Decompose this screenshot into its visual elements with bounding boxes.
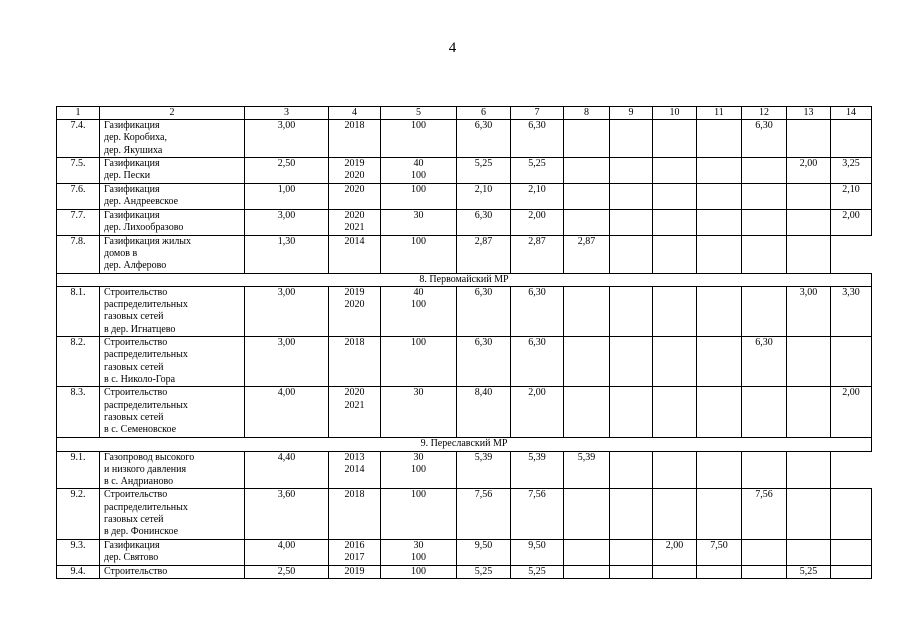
cell-line: 100 bbox=[411, 299, 426, 311]
table-row bbox=[57, 286, 872, 336]
table-cell bbox=[329, 337, 381, 387]
table-cell bbox=[742, 565, 787, 578]
table-cell: 6,30 bbox=[511, 120, 564, 158]
table-cell bbox=[653, 235, 697, 273]
cell-line: 100 bbox=[411, 551, 426, 563]
table-cell: 6,30 bbox=[457, 210, 511, 236]
cell-line: 40 bbox=[413, 158, 424, 169]
table-cell bbox=[787, 235, 831, 273]
table-cell: 5,25 bbox=[457, 565, 511, 578]
cell-line: Газопровод высокого bbox=[104, 451, 195, 463]
table-cell: 8.2. bbox=[57, 337, 100, 387]
table-cell bbox=[697, 158, 742, 184]
table-cell: 6,30 bbox=[742, 337, 787, 387]
cell-line: 2020 bbox=[344, 184, 365, 195]
table-cell bbox=[697, 120, 742, 158]
table-cell bbox=[653, 158, 697, 184]
table-cell bbox=[742, 158, 787, 184]
table-cell bbox=[697, 210, 742, 236]
table-cell: 3,00 bbox=[245, 286, 329, 336]
table-cell bbox=[610, 210, 653, 236]
cell-line: 30 bbox=[413, 210, 424, 221]
cell-line: Газификация bbox=[104, 158, 160, 169]
table-row bbox=[57, 158, 872, 184]
cell-line: дер. Лихообразово bbox=[104, 222, 184, 234]
table-cell bbox=[697, 451, 742, 489]
table-cell bbox=[742, 210, 787, 236]
table-cell: 9.3. bbox=[57, 539, 100, 565]
table-cell bbox=[329, 235, 381, 273]
table-cell bbox=[653, 565, 697, 578]
table-cell bbox=[653, 184, 697, 210]
cell-line: Строительство bbox=[104, 565, 168, 577]
table-cell: 3,00 bbox=[245, 337, 329, 387]
table-cell bbox=[787, 120, 831, 158]
table-cell bbox=[697, 286, 742, 336]
table-cell bbox=[381, 387, 457, 438]
table-cell bbox=[381, 539, 457, 565]
table-cell bbox=[329, 210, 381, 236]
table-cell: 2,00 bbox=[831, 387, 872, 438]
header-cell: 3 bbox=[245, 107, 329, 120]
table-cell bbox=[831, 120, 872, 158]
table-cell: 2,00 bbox=[511, 210, 564, 236]
cell-line: Газификация bbox=[104, 184, 160, 195]
table-cell bbox=[742, 235, 787, 273]
cell-line: 2019 bbox=[344, 158, 365, 169]
cell-line: 40 bbox=[413, 286, 424, 298]
table-row bbox=[57, 539, 872, 565]
cell-line: 2018 bbox=[344, 489, 365, 501]
table-cell bbox=[831, 565, 872, 578]
table-cell bbox=[697, 489, 742, 539]
header-cell: 2 bbox=[100, 107, 245, 120]
cell-line: 2014 bbox=[344, 463, 365, 475]
table-row bbox=[57, 337, 872, 387]
table-cell bbox=[742, 184, 787, 210]
table-cell bbox=[564, 539, 610, 565]
table-cell: 3,25 bbox=[831, 158, 872, 184]
cell-line: Газификация bbox=[104, 210, 160, 221]
table-cell bbox=[329, 451, 381, 489]
cell-line: в с. Андрианово bbox=[104, 476, 174, 488]
cell-line: распределительных bbox=[104, 399, 188, 411]
header-cell: 7 bbox=[511, 107, 564, 120]
table-cell bbox=[610, 489, 653, 539]
table-cell bbox=[100, 286, 245, 336]
table-cell bbox=[787, 210, 831, 236]
table-cell bbox=[100, 184, 245, 210]
table-cell bbox=[329, 539, 381, 565]
cell-line: газовых сетей bbox=[104, 411, 164, 423]
table-cell: 1,00 bbox=[245, 184, 329, 210]
table-cell: 4,00 bbox=[245, 387, 329, 438]
table-cell: 2,00 bbox=[787, 158, 831, 184]
table-cell bbox=[329, 120, 381, 158]
table-cell: 8.3. bbox=[57, 387, 100, 438]
cell-line: Строительство bbox=[104, 286, 168, 298]
table-cell bbox=[787, 184, 831, 210]
table-cell: 2,10 bbox=[457, 184, 511, 210]
cell-line: Строительство bbox=[104, 489, 168, 501]
table-cell: 6,30 bbox=[457, 286, 511, 336]
table-cell: 7,56 bbox=[457, 489, 511, 539]
section-title: 8. Первомайский МР bbox=[57, 273, 872, 286]
table-cell bbox=[564, 210, 610, 236]
cell-line: 2020 bbox=[344, 299, 365, 311]
table-cell bbox=[329, 489, 381, 539]
table-cell bbox=[653, 286, 697, 336]
table-cell bbox=[381, 286, 457, 336]
cell-line: 2017 bbox=[344, 551, 365, 563]
table-cell bbox=[100, 120, 245, 158]
table-cell bbox=[653, 451, 697, 489]
table-cell: 7,50 bbox=[697, 539, 742, 565]
table-cell bbox=[564, 286, 610, 336]
cell-line: 2016 bbox=[344, 539, 365, 551]
section-row bbox=[57, 438, 872, 451]
cell-line: 100 bbox=[411, 337, 426, 349]
table-cell bbox=[329, 387, 381, 438]
table-cell bbox=[742, 539, 787, 565]
cell-line: Газификация жилых bbox=[104, 235, 192, 247]
table-cell: 3,00 bbox=[245, 210, 329, 236]
table-cell bbox=[100, 539, 245, 565]
table-cell: 7.4. bbox=[57, 120, 100, 158]
table-cell bbox=[329, 184, 381, 210]
header-cell: 1 bbox=[57, 107, 100, 120]
table-row bbox=[57, 451, 872, 489]
section-title: 9. Переславский МР bbox=[57, 438, 872, 451]
table-cell bbox=[610, 565, 653, 578]
cell-line: Строительство bbox=[104, 337, 168, 349]
section-row bbox=[57, 273, 872, 286]
table-cell: 3,00 bbox=[787, 286, 831, 336]
table-cell bbox=[610, 158, 653, 184]
table-cell: 7.7. bbox=[57, 210, 100, 236]
table-cell: 2,10 bbox=[511, 184, 564, 210]
table-cell: 2,10 bbox=[831, 184, 872, 210]
page-number: 4 bbox=[448, 40, 457, 56]
table-cell bbox=[564, 565, 610, 578]
table-cell: 3,30 bbox=[831, 286, 872, 336]
cell-line: 2019 bbox=[344, 565, 365, 577]
table-cell: 9,50 bbox=[511, 539, 564, 565]
table-row bbox=[57, 235, 872, 273]
table-cell: 2,87 bbox=[511, 235, 564, 273]
table-cell bbox=[100, 210, 245, 236]
table-row bbox=[57, 120, 872, 158]
table-cell: 7.5. bbox=[57, 158, 100, 184]
table-cell bbox=[610, 387, 653, 438]
table-cell: 8.1. bbox=[57, 286, 100, 336]
table-cell bbox=[100, 235, 245, 273]
table-cell: 5,25 bbox=[511, 158, 564, 184]
table-cell bbox=[610, 235, 653, 273]
table-cell bbox=[787, 489, 831, 539]
table-cell bbox=[564, 387, 610, 438]
table-cell bbox=[787, 539, 831, 565]
table-cell bbox=[610, 539, 653, 565]
cell-line: дер. Алферово bbox=[104, 260, 167, 272]
cell-line: 2020 bbox=[344, 170, 365, 182]
table-cell: 9.4. bbox=[57, 565, 100, 578]
cell-line: дер. Святово bbox=[104, 551, 159, 563]
cell-line: 2019 bbox=[344, 286, 365, 298]
cell-line: 2013 bbox=[344, 451, 365, 463]
cell-line: домов в bbox=[104, 247, 138, 259]
table-cell bbox=[787, 451, 831, 489]
table-cell bbox=[653, 387, 697, 438]
table-cell bbox=[787, 337, 831, 387]
cell-line: дер. Якушиха bbox=[104, 144, 163, 156]
cell-line: распределительных bbox=[104, 349, 188, 361]
cell-line: 100 bbox=[411, 463, 426, 475]
table-cell: 6,30 bbox=[742, 120, 787, 158]
table-cell: 2,00 bbox=[511, 387, 564, 438]
header-cell: 5 bbox=[381, 107, 457, 120]
table-cell bbox=[653, 489, 697, 539]
cell-line: 2018 bbox=[344, 120, 365, 131]
cell-line: 100 bbox=[411, 565, 426, 577]
cell-line: дер. Андреевское bbox=[104, 196, 179, 208]
cell-line: в дер. Игнатцево bbox=[104, 323, 176, 335]
table-cell bbox=[742, 286, 787, 336]
cell-line: дер. Коробиха, bbox=[104, 132, 167, 144]
table-cell: 7,56 bbox=[511, 489, 564, 539]
cell-line: в с. Семеновское bbox=[104, 424, 177, 436]
table-cell: 2,50 bbox=[245, 158, 329, 184]
table-cell bbox=[610, 184, 653, 210]
cell-line: 30 bbox=[413, 387, 424, 399]
header-cell: 12 bbox=[742, 107, 787, 120]
table-cell: 7,56 bbox=[742, 489, 787, 539]
table-cell bbox=[697, 565, 742, 578]
table-row bbox=[57, 387, 872, 438]
cell-line: дер. Пески bbox=[104, 170, 151, 182]
table-cell bbox=[564, 184, 610, 210]
table-cell bbox=[653, 337, 697, 387]
table-cell: 6,30 bbox=[457, 120, 511, 158]
table-cell: 7.8. bbox=[57, 235, 100, 273]
cell-line: Газификация bbox=[104, 539, 160, 551]
cell-line: 2018 bbox=[344, 337, 365, 349]
table-cell bbox=[381, 120, 457, 158]
table-cell bbox=[564, 337, 610, 387]
table-cell: 9.1. bbox=[57, 451, 100, 489]
table-header-row bbox=[57, 107, 872, 120]
table-cell bbox=[697, 387, 742, 438]
table-cell bbox=[381, 210, 457, 236]
table-cell bbox=[610, 337, 653, 387]
header-cell: 10 bbox=[653, 107, 697, 120]
cell-line: Строительство bbox=[104, 387, 168, 399]
cell-line: газовых сетей bbox=[104, 361, 164, 373]
cell-line: 2014 bbox=[344, 235, 365, 247]
table-cell bbox=[100, 451, 245, 489]
cell-line: 100 bbox=[411, 489, 426, 501]
table-cell: 9.2. bbox=[57, 489, 100, 539]
cell-line: в дер. Фонинское bbox=[104, 526, 179, 538]
table-cell bbox=[787, 387, 831, 438]
table-cell bbox=[564, 489, 610, 539]
table-cell: 6,30 bbox=[511, 337, 564, 387]
header-cell: 6 bbox=[457, 107, 511, 120]
table-cell: 5,25 bbox=[457, 158, 511, 184]
table-row bbox=[57, 565, 872, 578]
table-cell: 2,00 bbox=[831, 210, 872, 236]
table-cell: 4,00 bbox=[245, 539, 329, 565]
table-cell bbox=[653, 210, 697, 236]
table-cell bbox=[381, 451, 457, 489]
table-cell bbox=[831, 337, 872, 387]
table-cell: 1,30 bbox=[245, 235, 329, 273]
table-cell bbox=[697, 337, 742, 387]
table-cell bbox=[610, 451, 653, 489]
table-row bbox=[57, 489, 872, 539]
table-cell: 8,40 bbox=[457, 387, 511, 438]
cell-line: 2020 bbox=[344, 210, 365, 221]
table-cell: 2,00 bbox=[653, 539, 697, 565]
table-cell bbox=[381, 235, 457, 273]
table-cell bbox=[742, 451, 787, 489]
table-cell: 2,50 bbox=[245, 565, 329, 578]
cell-line: Газификация bbox=[104, 120, 160, 131]
table-cell: 5,25 bbox=[787, 565, 831, 578]
table-row bbox=[57, 184, 872, 210]
cell-line: распределительных bbox=[104, 299, 188, 311]
table-cell bbox=[653, 120, 697, 158]
header-cell: 14 bbox=[831, 107, 872, 120]
table-cell bbox=[564, 158, 610, 184]
table-cell bbox=[697, 184, 742, 210]
cell-line: 2021 bbox=[344, 399, 365, 411]
cell-line: газовых сетей bbox=[104, 311, 164, 323]
table-cell: 5,39 bbox=[457, 451, 511, 489]
table-cell bbox=[564, 120, 610, 158]
table-cell bbox=[100, 565, 245, 578]
cell-line: 100 bbox=[411, 120, 426, 131]
cell-line: газовых сетей bbox=[104, 514, 164, 526]
header-cell: 8 bbox=[564, 107, 610, 120]
table-cell: 3,60 bbox=[245, 489, 329, 539]
table-cell bbox=[329, 286, 381, 336]
cell-line: 2020 bbox=[344, 387, 365, 399]
table-cell: 2,87 bbox=[457, 235, 511, 273]
header-cell: 11 bbox=[697, 107, 742, 120]
table-cell bbox=[610, 286, 653, 336]
cell-line: 30 bbox=[413, 451, 424, 463]
cell-line: распределительных bbox=[104, 501, 188, 513]
table-row bbox=[57, 210, 872, 236]
table-cell: 3,00 bbox=[245, 120, 329, 158]
table-cell: 5,39 bbox=[511, 451, 564, 489]
table-cell: 6,30 bbox=[511, 286, 564, 336]
table-cell bbox=[381, 184, 457, 210]
table-cell: 7.6. bbox=[57, 184, 100, 210]
table-cell bbox=[831, 539, 872, 565]
header-cell: 13 bbox=[787, 107, 831, 120]
table-cell: 9,50 bbox=[457, 539, 511, 565]
table-cell: 6,30 bbox=[457, 337, 511, 387]
cell-line: 100 bbox=[411, 235, 426, 247]
table-cell bbox=[100, 337, 245, 387]
table-cell bbox=[381, 337, 457, 387]
table-cell bbox=[381, 489, 457, 539]
table-cell bbox=[100, 489, 245, 539]
cell-line: 2021 bbox=[344, 222, 365, 234]
table-cell bbox=[100, 158, 245, 184]
table-cell: 5,25 bbox=[511, 565, 564, 578]
cell-line: 100 bbox=[411, 170, 426, 182]
table-cell bbox=[381, 158, 457, 184]
table-cell bbox=[742, 387, 787, 438]
table-cell: 4,40 bbox=[245, 451, 329, 489]
cell-line: и низкого давления bbox=[104, 463, 187, 475]
gasification-table bbox=[56, 106, 872, 579]
table-cell bbox=[697, 235, 742, 273]
table-cell: 5,39 bbox=[564, 451, 610, 489]
table-cell bbox=[100, 387, 245, 438]
cell-line: 30 bbox=[413, 539, 424, 551]
cell-line: 100 bbox=[411, 184, 426, 195]
table-cell bbox=[831, 489, 872, 539]
header-cell: 4 bbox=[329, 107, 381, 120]
table-cell bbox=[329, 565, 381, 578]
table-cell bbox=[381, 565, 457, 578]
table-cell: 2,87 bbox=[564, 235, 610, 273]
table-cell bbox=[329, 158, 381, 184]
cell-line: в с. Николо-Гора bbox=[104, 373, 176, 385]
header-cell: 9 bbox=[610, 107, 653, 120]
table-cell bbox=[610, 120, 653, 158]
